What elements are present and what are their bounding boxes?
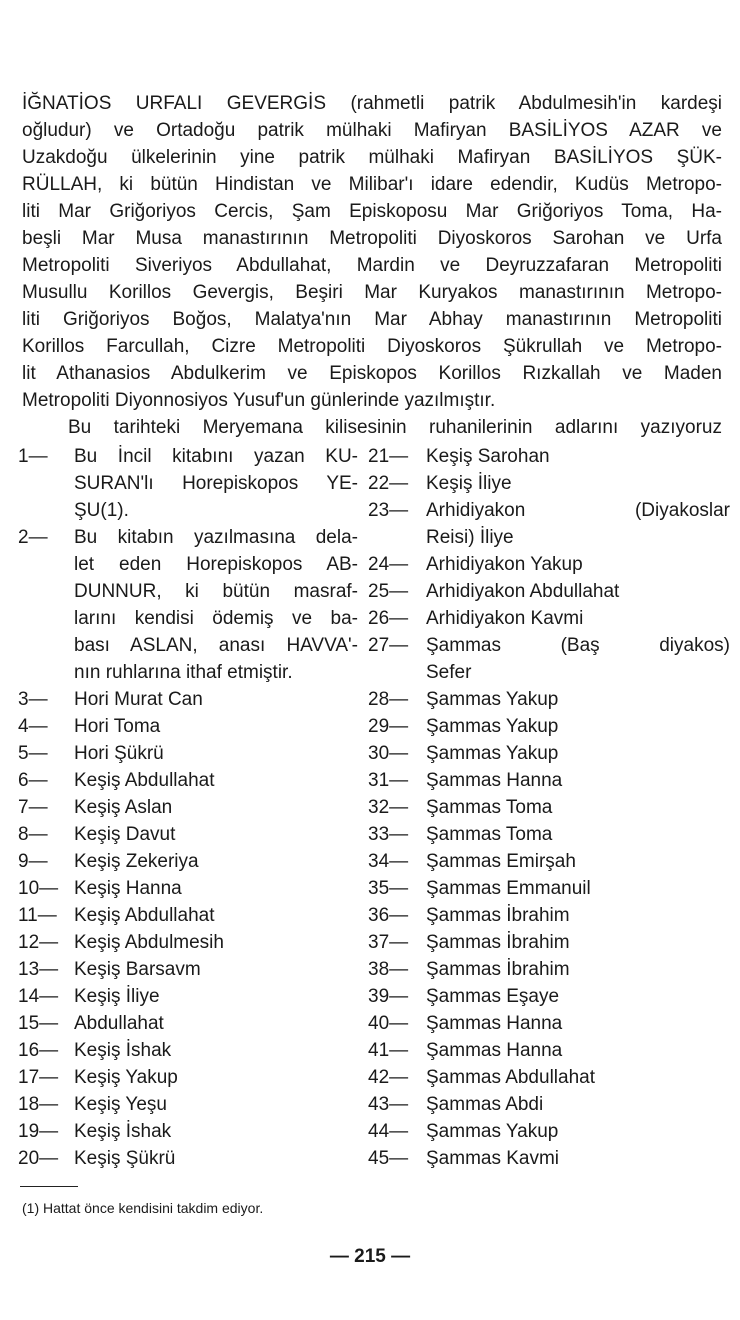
item-number: 34— bbox=[368, 851, 409, 872]
item-text: Keşiş Yakup bbox=[74, 1067, 178, 1088]
item-text: Şammas Abdi bbox=[426, 1094, 544, 1115]
item-number: 2— bbox=[18, 527, 48, 548]
intro-line: liti Mar Griğoriyos Cercis, Şam Episkoposu Mar Griğoriyos Toma, Ha- bbox=[22, 201, 722, 222]
intro-line: oğludur) ve Ortadoğu patrik mülhaki Mafiryan BASİLİYOS AZAR ve bbox=[22, 120, 722, 141]
item-number: 26— bbox=[368, 608, 409, 629]
list-item-line bbox=[368, 605, 730, 632]
item-text: Şammas Yakup bbox=[426, 1121, 559, 1142]
list-item-line bbox=[368, 740, 730, 767]
list-item-line bbox=[18, 551, 358, 578]
list-item-line bbox=[368, 1118, 730, 1145]
item-text: Keşiş Zekeriya bbox=[74, 851, 199, 872]
list-item-line bbox=[18, 497, 358, 524]
intro-line: Uzakdoğu ülkelerinin yine patrik mülhaki Mafiryan BASİLİYOS ŞÜK- bbox=[22, 147, 722, 168]
item-text: Keşiş İshak bbox=[74, 1040, 172, 1061]
list-item-line bbox=[18, 1145, 358, 1172]
intro-line: Metropoliti Diyonnosiyos Yusuf'un günlerinde yazılmıştır. bbox=[22, 390, 496, 411]
list-item-line bbox=[18, 524, 358, 551]
list-item-line bbox=[18, 1064, 358, 1091]
list-item-line bbox=[18, 632, 358, 659]
item-number: 11— bbox=[18, 905, 57, 926]
item-text: Arhidiyakon Yakup bbox=[426, 554, 583, 575]
item-number: 13— bbox=[18, 959, 59, 980]
item-number: 38— bbox=[368, 959, 409, 980]
list-item-line bbox=[368, 524, 730, 551]
item-number: 28— bbox=[368, 689, 409, 710]
list-item-line bbox=[368, 632, 730, 659]
list-item-line bbox=[368, 1010, 730, 1037]
item-text: Şammas Toma bbox=[426, 824, 553, 845]
list-item-line bbox=[18, 1037, 358, 1064]
item-text: Bu İncil kitabını yazan KU- bbox=[74, 446, 358, 467]
list-item-line bbox=[18, 470, 358, 497]
item-text: Şammas Hanna bbox=[426, 770, 563, 791]
item-number: 25— bbox=[368, 581, 409, 602]
item-text: Keşiş Abdullahat bbox=[74, 905, 215, 926]
item-number: 35— bbox=[368, 878, 409, 899]
list-item-line bbox=[18, 767, 358, 794]
list-item-line bbox=[368, 902, 730, 929]
list-item-line bbox=[368, 497, 730, 524]
item-text: Sefer bbox=[426, 662, 472, 683]
item-number: 12— bbox=[18, 932, 59, 953]
item-text: Şammas İbrahim bbox=[426, 932, 570, 953]
list-item-line bbox=[368, 659, 730, 686]
item-number: 21— bbox=[368, 446, 409, 467]
list-item-line bbox=[368, 875, 730, 902]
item-text: Keşiş Aslan bbox=[74, 797, 173, 818]
item-text: Arhidiyakon (Diyakoslar bbox=[426, 500, 730, 521]
item-text: Şammas Yakup bbox=[426, 743, 559, 764]
intro-line: beşli Mar Musa manastırının Metropoliti Diyoskoros Sarohan ve Urfa bbox=[22, 228, 722, 249]
item-number: 40— bbox=[368, 1013, 409, 1034]
item-text: Keşiş Yeşu bbox=[74, 1094, 167, 1115]
intro-line: liti Griğoriyos Boğos, Malatya'nın Mar Abhay manastırının Metropoliti bbox=[22, 309, 722, 330]
item-number: 23— bbox=[368, 500, 409, 521]
item-number: 44— bbox=[368, 1121, 409, 1142]
intro-line: İĞNATİOS URFALI GEVERGİS (rahmetli patrik Abdulmesih'in kardeşi bbox=[22, 93, 722, 114]
list-item-line bbox=[368, 983, 730, 1010]
item-text: Keşiş Hanna bbox=[74, 878, 182, 899]
list-item-line bbox=[368, 767, 730, 794]
item-text: Keşiş Abdulmesih bbox=[74, 932, 224, 953]
item-text: Keşiş Davut bbox=[74, 824, 176, 845]
item-number: 7— bbox=[18, 797, 48, 818]
item-number: 29— bbox=[368, 716, 409, 737]
item-number: 14— bbox=[18, 986, 59, 1007]
item-text: Şammas Abdullahat bbox=[426, 1067, 595, 1088]
item-number: 18— bbox=[18, 1094, 59, 1115]
item-text: Şammas Emirşah bbox=[426, 851, 576, 872]
item-text: Şammas Toma bbox=[426, 797, 553, 818]
item-number: 22— bbox=[368, 473, 409, 494]
item-number: 17— bbox=[18, 1067, 59, 1088]
item-text: let eden Horepiskopos AB- bbox=[74, 554, 358, 575]
list-item-line bbox=[18, 983, 358, 1010]
item-text: Bu kitabın yazılmasına dela- bbox=[74, 527, 358, 548]
item-text: Reisi) İliye bbox=[426, 527, 514, 548]
item-text: Şammas İbrahim bbox=[426, 959, 570, 980]
list-item-line bbox=[368, 956, 730, 983]
list-item-line bbox=[368, 929, 730, 956]
list-item-line bbox=[18, 605, 358, 632]
item-text: Keşiş İshak bbox=[74, 1121, 172, 1142]
item-text: Şammas Kavmi bbox=[426, 1148, 560, 1169]
list-item-line bbox=[368, 578, 730, 605]
item-number: 45— bbox=[368, 1148, 409, 1169]
item-number: 9— bbox=[18, 851, 48, 872]
list-item-line bbox=[18, 875, 358, 902]
item-text: Şammas İbrahim bbox=[426, 905, 570, 926]
list-item-line bbox=[18, 578, 358, 605]
list-item-line bbox=[18, 956, 358, 983]
list-item-line bbox=[18, 1118, 358, 1145]
item-text: Arhidiyakon Kavmi bbox=[426, 608, 584, 629]
item-number: 15— bbox=[18, 1013, 59, 1034]
item-number: 37— bbox=[368, 932, 409, 953]
page-number: — 215 — bbox=[329, 1246, 411, 1267]
item-text: Hori Murat Can bbox=[74, 689, 203, 710]
item-text: Abdullahat bbox=[74, 1013, 164, 1034]
list-item-line bbox=[368, 1037, 730, 1064]
intro-line-indented: Bu tarihteki Meryemana kilisesinin ruhanilerinin adlarını yazıyoruz bbox=[68, 417, 722, 438]
list-item-line bbox=[368, 686, 730, 713]
item-text: Şammas Yakup bbox=[426, 716, 559, 737]
list-item-line bbox=[368, 1091, 730, 1118]
list-item-line bbox=[18, 443, 358, 470]
item-number: 42— bbox=[368, 1067, 409, 1088]
item-text: Keşiş Barsavm bbox=[74, 959, 201, 980]
item-number: 24— bbox=[368, 554, 409, 575]
item-text: Şammas Hanna bbox=[426, 1040, 563, 1061]
item-number: 20— bbox=[18, 1148, 59, 1169]
item-text: Şammas Hanna bbox=[426, 1013, 563, 1034]
item-text: Hori Şükrü bbox=[74, 743, 164, 764]
item-number: 36— bbox=[368, 905, 409, 926]
item-number: 33— bbox=[368, 824, 409, 845]
item-number: 16— bbox=[18, 1040, 59, 1061]
item-text: Keşiş Abdullahat bbox=[74, 770, 215, 791]
item-number: 27— bbox=[368, 635, 409, 656]
item-text: larını kendisi ödemiş ve ba- bbox=[74, 608, 358, 629]
list-item-line bbox=[368, 551, 730, 578]
item-text: Keşiş Şükrü bbox=[74, 1148, 176, 1169]
intro-line: Metropoliti Siveriyos Abdullahat, Mardin ve Deyruzzafaran Metropoliti bbox=[22, 255, 722, 276]
list-item-line bbox=[368, 1145, 730, 1172]
item-text: nın ruhlarına ithaf etmiştir. bbox=[74, 662, 293, 683]
item-number: 31— bbox=[368, 770, 409, 791]
intro-line: Korillos Farcullah, Cizre Metropoliti Diyoskoros Şükrullah ve Metropo- bbox=[22, 336, 722, 357]
item-text: Keşiş İliye bbox=[74, 986, 160, 1007]
list-item-line bbox=[18, 686, 358, 713]
item-text: Keşiş Sarohan bbox=[426, 446, 550, 467]
list-item-line bbox=[368, 848, 730, 875]
item-text: Keşiş İliye bbox=[426, 473, 512, 494]
item-text: Şammas Emmanuil bbox=[426, 878, 591, 899]
list-item-line bbox=[368, 470, 730, 497]
item-text: DUNNUR, ki bütün masraf- bbox=[74, 581, 358, 602]
item-number: 1— bbox=[18, 446, 48, 467]
item-number: 39— bbox=[368, 986, 409, 1007]
footnote-rule bbox=[20, 1186, 78, 1187]
list-item-line bbox=[368, 1064, 730, 1091]
item-number: 19— bbox=[18, 1121, 59, 1142]
list-item-line bbox=[368, 443, 730, 470]
footnote: (1) Hattat önce kendisini takdim ediyor. bbox=[22, 1200, 264, 1216]
item-number: 30— bbox=[368, 743, 409, 764]
item-number: 6— bbox=[18, 770, 48, 791]
item-number: 10— bbox=[18, 878, 59, 899]
list-item-line bbox=[368, 713, 730, 740]
item-number: 4— bbox=[18, 716, 48, 737]
item-number: 3— bbox=[18, 689, 48, 710]
list-item-line bbox=[368, 794, 730, 821]
list-item-line bbox=[18, 1010, 358, 1037]
item-number: 32— bbox=[368, 797, 409, 818]
intro-paragraph bbox=[22, 90, 722, 441]
right-column-list bbox=[368, 443, 730, 1172]
list-item-line bbox=[18, 902, 358, 929]
list-item-line bbox=[18, 821, 358, 848]
list-item-line bbox=[18, 713, 358, 740]
item-text: Şammas Yakup bbox=[426, 689, 559, 710]
item-text: Şammas Eşaye bbox=[426, 986, 560, 1007]
item-text: bası ASLAN, anası HAVVA'- bbox=[74, 635, 358, 656]
intro-line: lit Athanasios Abdulkerim ve Episkopos Korillos Rızkallah ve Maden bbox=[22, 363, 722, 384]
list-item-line bbox=[18, 794, 358, 821]
list-item-line bbox=[18, 659, 358, 686]
list-item-line bbox=[18, 848, 358, 875]
item-number: 41— bbox=[368, 1040, 409, 1061]
item-text: Arhidiyakon Abdullahat bbox=[426, 581, 620, 602]
intro-line: Musullu Korillos Gevergis, Beşiri Mar Kuryakos manastırının Metropo- bbox=[22, 282, 722, 303]
item-text: Hori Toma bbox=[74, 716, 161, 737]
item-number: 5— bbox=[18, 743, 48, 764]
list-item-line bbox=[368, 821, 730, 848]
list-item-line bbox=[18, 1091, 358, 1118]
item-text: SURAN'lı Horepiskopos YE- bbox=[74, 473, 358, 494]
intro-line: RÜLLAH, ki bütün Hindistan ve Milibar'ı idare edendir, Kudüs Metropo- bbox=[22, 174, 722, 195]
list-item-line bbox=[18, 740, 358, 767]
left-column-list bbox=[18, 443, 358, 1172]
item-number: 8— bbox=[18, 824, 48, 845]
item-text: ŞU(1). bbox=[74, 500, 129, 521]
list-item-line bbox=[18, 929, 358, 956]
item-text: Şammas (Baş diyakos) bbox=[426, 635, 730, 656]
item-number: 43— bbox=[368, 1094, 409, 1115]
